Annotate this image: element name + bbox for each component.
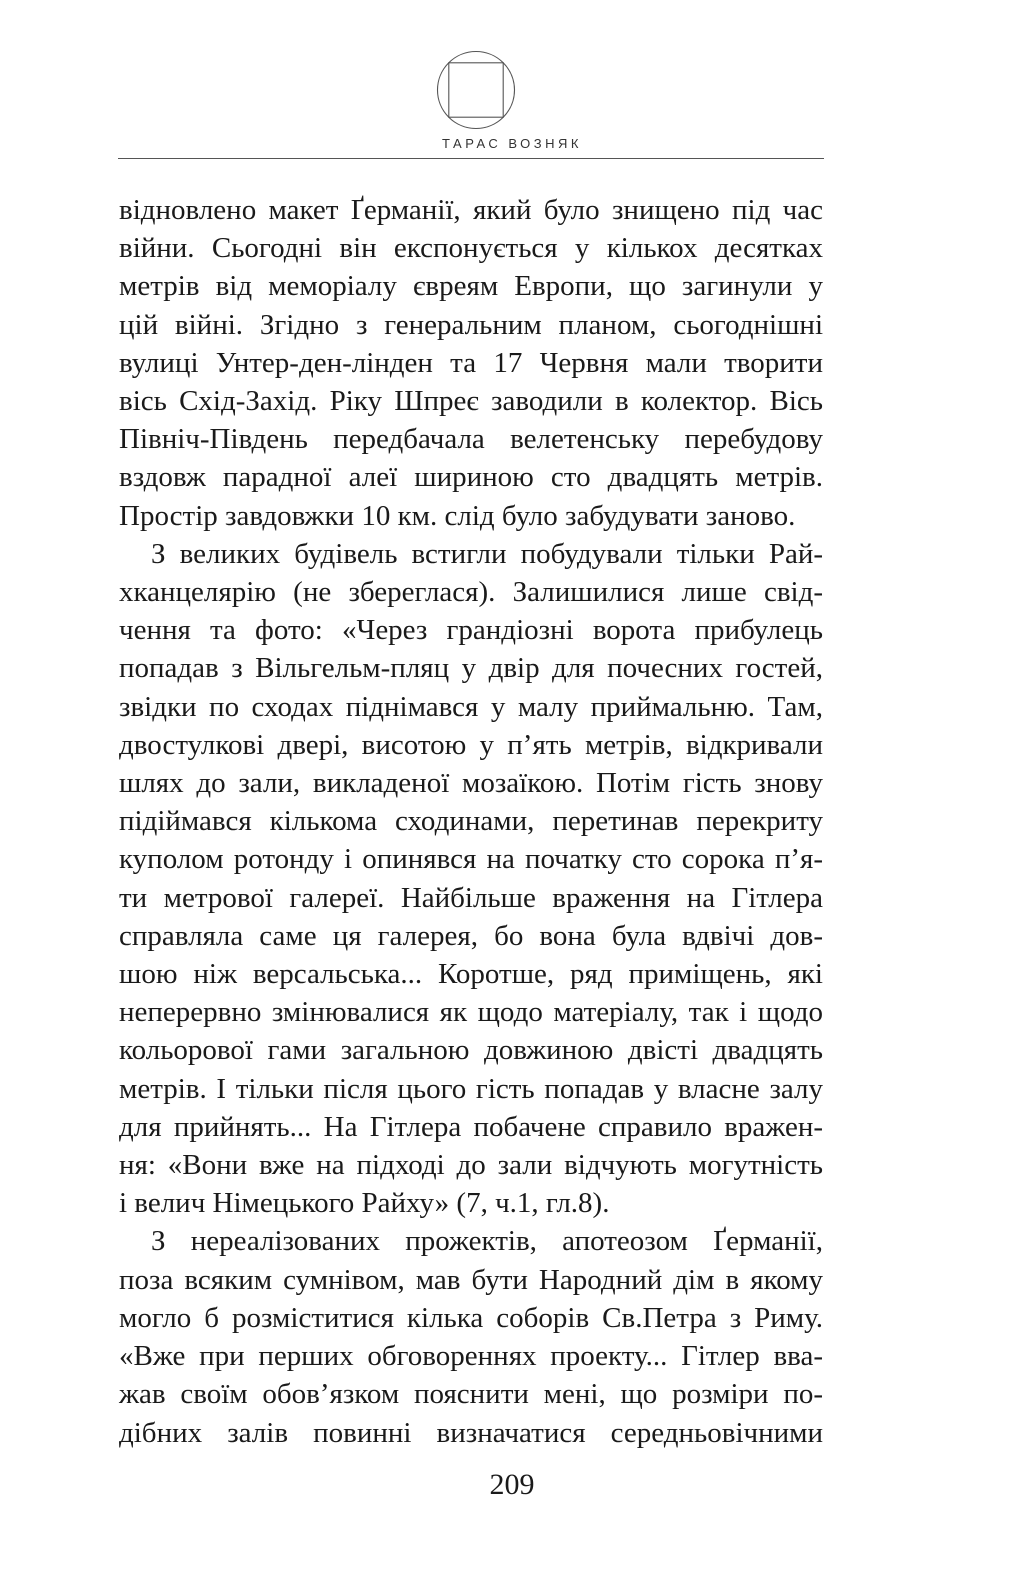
paragraph — [119, 535, 823, 1223]
text-line: жав своїм обов’язком пояснити мені, що розміри по- — [119, 1378, 823, 1411]
text-line: відновлено макет Ґерманії, який було знищено під час — [119, 194, 823, 226]
text-line: вулиці Унтер-ден-лінден та 17 Червня мали творити — [119, 346, 823, 379]
text-line: Простір завдовжки 10 км. слід було забудувати заново. — [119, 499, 796, 532]
text-line: звідки по сходах піднімався у малу приймальню. Там, — [119, 690, 823, 723]
text-line: вісь Схід-Захід. Ріку Шпреє заводили в колектор. Вісь — [119, 385, 823, 418]
text-line: підіймався кількома сходинами, перетинав перекриту — [119, 805, 823, 838]
text-line: ти метрової галереї. Найбільше враження на Гітлера — [119, 881, 823, 914]
text-line: поза всяким сумнівом, мав бути Народний дім в якому — [119, 1263, 823, 1296]
text-line: справляла саме ця галерея, бо вона була вдвічі дов- — [119, 919, 823, 952]
text-line: ня: «Вони вже на підході до зали відчують могутність — [119, 1149, 823, 1182]
text-line: неперервно змінювалися як щодо матеріалу, так і щодо — [119, 996, 823, 1029]
text-line: війни. Сьогодні він експонується у кількох десятках — [119, 232, 823, 265]
body-text — [119, 191, 823, 1452]
text-line: метрів. І тільки після цього гість попадав у власне залу — [119, 1072, 823, 1105]
text-line: хканцелярію (не збереглася). Залишилися лише свід- — [119, 576, 823, 609]
text-line: шою ніж версальська... Коротше, ряд приміщень, які — [119, 958, 823, 991]
text-line: могло б розміститися кілька соборів Св.Петра з Риму. — [119, 1301, 823, 1334]
running-header-title: ТАРАС ВОЗНЯК — [442, 136, 582, 151]
text-line: двостулкові двері, висотою у п’ять метрів, відкривали — [119, 728, 823, 761]
text-line: кольорової гами загальною довжиною двісті двадцять — [119, 1034, 823, 1067]
text-line: чення та фото: «Через грандіозні ворота прибулець — [119, 614, 823, 647]
text-line: для прийнять... На Гітлера побачене справило вражен- — [119, 1110, 823, 1143]
page-number: 209 — [489, 1468, 535, 1501]
text-line: шлях до зали, викладеної мозаїкою. Потім гість знову — [119, 767, 823, 800]
text-line: З великих будівель встигли побудували тільки Рай- — [151, 537, 823, 570]
text-line: попадав з Вільгельм-пляц у двір для почесних гостей, — [119, 652, 823, 685]
text-line: цій війні. Згідно з генеральним планом, сьогоднішні — [119, 308, 823, 341]
text-line: куполом ротонду і опинявся на початку сто сорока п’я- — [119, 843, 823, 876]
text-line: вздовж парадної алеї шириною сто двадцять метрів. — [119, 461, 823, 494]
text-line: метрів від меморіалу євреям Европи, що загинули у — [119, 270, 823, 303]
text-line: і велич Німецького Райху» (7, ч.1, гл.8). — [119, 1187, 610, 1220]
paragraph — [119, 1222, 823, 1451]
text-line: дібних залів повинні визначатися середньовічними — [119, 1416, 823, 1449]
text-line: «Вже при перших обговореннях проекту... Гітлер вва- — [119, 1340, 823, 1373]
header-divider — [118, 158, 824, 159]
paragraph — [119, 191, 823, 535]
text-line: З нереалізованих прожектів, апотеозом Ґерманії, — [151, 1225, 823, 1258]
circle-square-logo-icon — [436, 50, 516, 130]
text-line: Північ-Південь передбачала велетенську перебудову — [119, 423, 823, 456]
